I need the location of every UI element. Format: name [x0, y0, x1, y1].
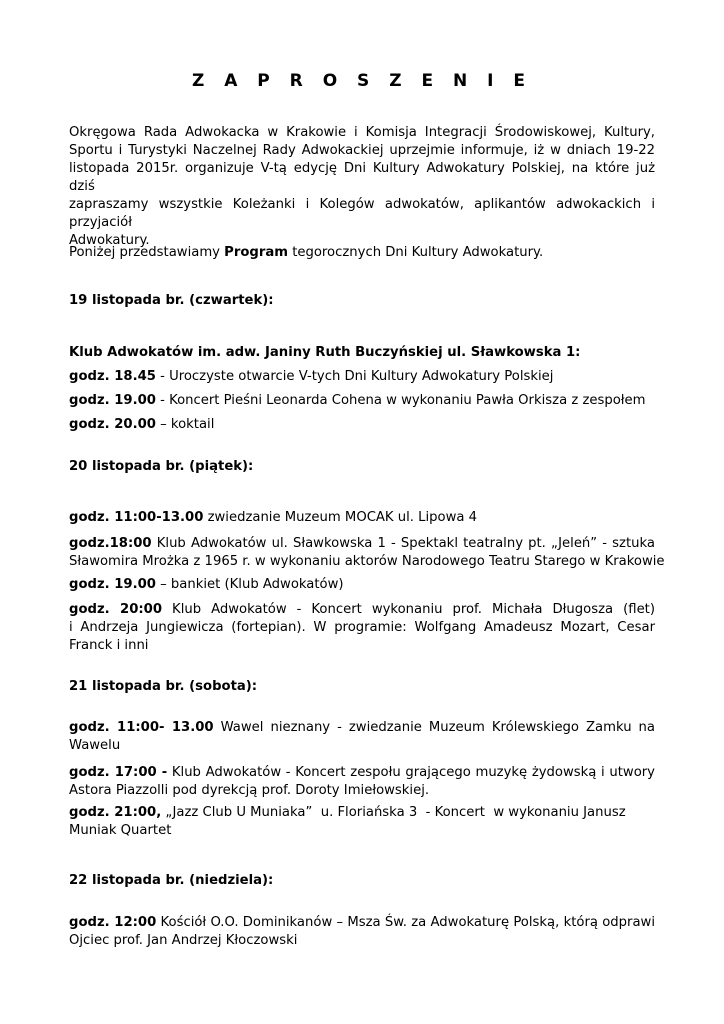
event-text: Wawelu: [69, 738, 121, 753]
event-text: Ojciec prof. Jan Andrzej Kłoczowski: [69, 933, 298, 948]
event-text: Klub Adwokatów ul. Sławkowska 1 - Spektakl teatralny pt. „Jeleń” - sztuka: [151, 536, 655, 551]
event-time: godz. 12:00: [69, 915, 157, 930]
intro-line: listopada 2015r. organizuje V-tą edycję Dni Kultury Adwokatury Polskiej, na które już dziś: [69, 161, 655, 194]
event-19-3: [69, 416, 655, 434]
event-time: godz. 17:00 -: [69, 765, 168, 780]
event-time: godz. 20.00: [69, 417, 156, 432]
event-text: - Uroczyste otwarcie V-tych Dni Kultury Adwokatury Polskiej: [155, 369, 554, 384]
event-21-1: [69, 719, 655, 755]
event-text: i Andrzeja Jungiewicza (fortepian). W programie: Wolfgang Amadeusz Mozart, Cesar: [69, 620, 655, 635]
event-text: - Koncert Pieśni Leonarda Cohena w wykonaniu Pawła Orkisza z zespołem: [155, 393, 646, 408]
event-text: Muniak Quartet: [69, 823, 172, 838]
event-text: Franck i inni: [69, 638, 149, 653]
event-text: Kościół O.O. Dominikanów – Msza Św. za Adwokaturę Polską, którą odprawi: [156, 915, 655, 930]
intro-line: Adwokatury.: [69, 233, 150, 248]
program-text-before: Poniżej przedstawiamy: [69, 245, 225, 260]
program-intro: [69, 244, 655, 262]
event-20-3: [69, 576, 655, 594]
event-20-2: [69, 535, 665, 571]
event-text: Wawel nieznany - zwiedzanie Muzeum Królewskiego Zamku na: [213, 720, 655, 735]
event-21-3: [69, 804, 655, 840]
intro-line: Okręgowa Rada Adwokacka w Krakowie i Komisja Integracji Środowiskowej, Kultury,: [69, 125, 655, 140]
event-22-1: [69, 914, 655, 950]
event-text: Klub Adwokatów - Koncert zespołu grającego muzykę żydowską i utwory: [167, 765, 655, 780]
event-text: Astora Piazzolli pod dyrekcją prof. Doroty Imiełowskiej.: [69, 783, 430, 798]
intro-paragraph: [69, 124, 655, 250]
intro-line: Sportu i Turystyki Naczelnej Rady Adwokackiej uprzejmie informuje, iż w dniach 19-22: [69, 143, 655, 158]
venue-19: Klub Adwokatów im. adw. Janiny Ruth Buczyńskiej ul. Sławkowska 1:: [69, 345, 581, 360]
event-21-2: [69, 764, 655, 800]
event-text: Sławomira Mrożka z 1965 r. w wykonaniu aktorów Narodowego Teatru Starego w Krakowie: [69, 554, 665, 569]
event-20-1: [69, 509, 655, 527]
day-heading-19: 19 listopada br. (czwartek):: [69, 293, 274, 308]
event-time: godz. 11:00- 13.00: [69, 720, 214, 735]
document-title: Z A P R O S Z E N I E: [191, 71, 533, 91]
day-heading-21: 21 listopada br. (sobota):: [69, 679, 258, 694]
event-text: „Jazz Club U Muniaka” u. Floriańska 3 - Koncert w wykonaniu Janusz: [161, 805, 626, 820]
program-bold: Program: [224, 245, 288, 260]
program-text-after: tegorocznych Dni Kultury Adwokatury.: [288, 245, 544, 260]
event-time: godz. 19.00: [69, 577, 156, 592]
event-time: godz. 20:00: [69, 602, 163, 617]
event-time: godz.18:00: [69, 536, 152, 551]
event-20-4: [69, 601, 655, 655]
event-time: godz. 19.00: [69, 393, 156, 408]
day-heading-22: 22 listopada br. (niedziela):: [69, 873, 274, 888]
event-19-2: [69, 392, 655, 410]
event-text: – bankiet (Klub Adwokatów): [155, 577, 344, 592]
event-time: godz. 18.45: [69, 369, 156, 384]
event-19-1: [69, 368, 655, 386]
event-text: zwiedzanie Muzeum MOCAK ul. Lipowa 4: [203, 510, 478, 525]
event-text: – koktail: [155, 417, 215, 432]
day-heading-20: 20 listopada br. (piątek):: [69, 459, 254, 474]
intro-line: zapraszamy wszystkie Koleżanki i Kolegów adwokatów, aplikantów adwokackich i przyjaciół: [69, 197, 655, 230]
event-text: Klub Adwokatów - Koncert wykonaniu prof. Michała Długosza (flet): [162, 602, 655, 617]
event-time: godz. 21:00,: [69, 805, 162, 820]
event-time: godz. 11:00-13.00: [69, 510, 204, 525]
